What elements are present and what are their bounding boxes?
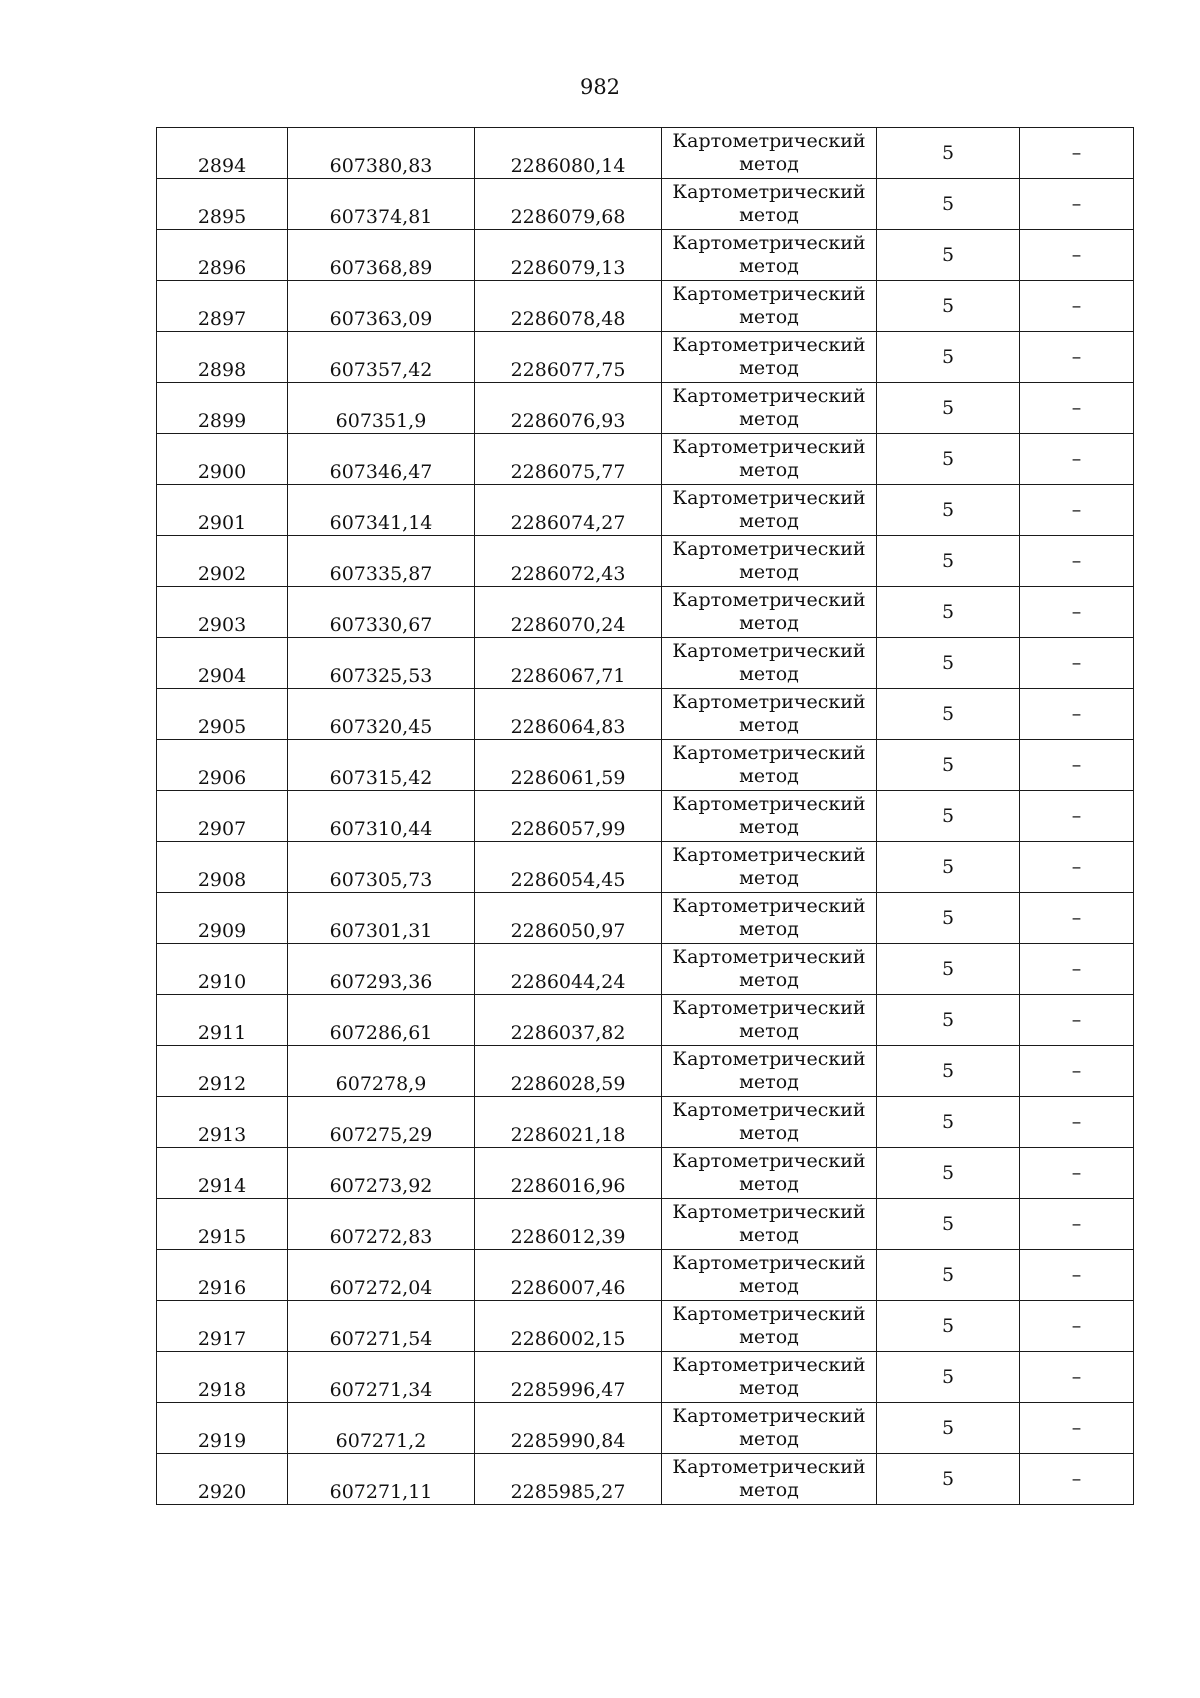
y-coordinate-cell: 2286079,68 bbox=[475, 179, 662, 230]
table-row bbox=[157, 689, 1134, 740]
y-coordinate-cell: 2286044,24 bbox=[475, 944, 662, 995]
table-row bbox=[157, 332, 1134, 383]
table-row bbox=[157, 740, 1134, 791]
point-number-cell: 2897 bbox=[157, 281, 288, 332]
point-number-cell: 2906 bbox=[157, 740, 288, 791]
method-cell bbox=[662, 944, 877, 995]
table-row bbox=[157, 893, 1134, 944]
method-line-1: Картометрический bbox=[672, 1354, 866, 1376]
method-line-2: метод bbox=[739, 969, 799, 991]
method-line-1: Картометрический bbox=[672, 742, 866, 764]
method-line-2: метод bbox=[739, 510, 799, 532]
note-cell: – bbox=[1020, 1097, 1134, 1148]
accuracy-cell: 5 bbox=[877, 1403, 1020, 1454]
y-coordinate-cell: 2285990,84 bbox=[475, 1403, 662, 1454]
y-coordinate-cell: 2286075,77 bbox=[475, 434, 662, 485]
point-number-cell: 2909 bbox=[157, 893, 288, 944]
point-number-cell: 2916 bbox=[157, 1250, 288, 1301]
method-cell bbox=[662, 1454, 877, 1505]
point-number-cell: 2919 bbox=[157, 1403, 288, 1454]
method-cell bbox=[662, 179, 877, 230]
point-number-cell: 2907 bbox=[157, 791, 288, 842]
accuracy-cell: 5 bbox=[877, 128, 1020, 179]
accuracy-cell: 5 bbox=[877, 893, 1020, 944]
method-cell bbox=[662, 332, 877, 383]
accuracy-cell: 5 bbox=[877, 689, 1020, 740]
y-coordinate-cell: 2286079,13 bbox=[475, 230, 662, 281]
note-cell: – bbox=[1020, 485, 1134, 536]
note-cell: – bbox=[1020, 128, 1134, 179]
point-number-cell: 2898 bbox=[157, 332, 288, 383]
accuracy-cell: 5 bbox=[877, 587, 1020, 638]
table-row bbox=[157, 485, 1134, 536]
x-coordinate-cell: 607286,61 bbox=[288, 995, 475, 1046]
method-line-1: Картометрический bbox=[672, 130, 866, 152]
method-line-2: метод bbox=[739, 1275, 799, 1297]
point-number-cell: 2899 bbox=[157, 383, 288, 434]
note-cell: – bbox=[1020, 842, 1134, 893]
point-number-cell: 2920 bbox=[157, 1454, 288, 1505]
y-coordinate-cell: 2286037,82 bbox=[475, 995, 662, 1046]
method-cell bbox=[662, 1403, 877, 1454]
method-line-2: метод bbox=[739, 612, 799, 634]
method-cell bbox=[662, 1148, 877, 1199]
table-row bbox=[157, 842, 1134, 893]
accuracy-cell: 5 bbox=[877, 383, 1020, 434]
x-coordinate-cell: 607341,14 bbox=[288, 485, 475, 536]
x-coordinate-cell: 607325,53 bbox=[288, 638, 475, 689]
method-line-2: метод bbox=[739, 1020, 799, 1042]
method-cell bbox=[662, 1301, 877, 1352]
y-coordinate-cell: 2286050,97 bbox=[475, 893, 662, 944]
method-line-1: Картометрический bbox=[672, 487, 866, 509]
accuracy-cell: 5 bbox=[877, 536, 1020, 587]
point-number-cell: 2910 bbox=[157, 944, 288, 995]
method-line-1: Картометрический bbox=[672, 997, 866, 1019]
y-coordinate-cell: 2286021,18 bbox=[475, 1097, 662, 1148]
x-coordinate-cell: 607380,83 bbox=[288, 128, 475, 179]
method-cell bbox=[662, 791, 877, 842]
y-coordinate-cell: 2286007,46 bbox=[475, 1250, 662, 1301]
coordinates-table-body bbox=[157, 128, 1134, 1505]
accuracy-cell: 5 bbox=[877, 740, 1020, 791]
x-coordinate-cell: 607335,87 bbox=[288, 536, 475, 587]
accuracy-cell: 5 bbox=[877, 1301, 1020, 1352]
table-row bbox=[157, 383, 1134, 434]
method-line-1: Картометрический bbox=[672, 538, 866, 560]
method-cell bbox=[662, 1352, 877, 1403]
x-coordinate-cell: 607305,73 bbox=[288, 842, 475, 893]
table-row bbox=[157, 281, 1134, 332]
method-line-1: Картометрический bbox=[672, 436, 866, 458]
y-coordinate-cell: 2286028,59 bbox=[475, 1046, 662, 1097]
x-coordinate-cell: 607272,83 bbox=[288, 1199, 475, 1250]
method-cell bbox=[662, 587, 877, 638]
note-cell: – bbox=[1020, 1454, 1134, 1505]
method-line-1: Картометрический bbox=[672, 793, 866, 815]
note-cell: – bbox=[1020, 383, 1134, 434]
table-row bbox=[157, 791, 1134, 842]
accuracy-cell: 5 bbox=[877, 485, 1020, 536]
accuracy-cell: 5 bbox=[877, 944, 1020, 995]
x-coordinate-cell: 607357,42 bbox=[288, 332, 475, 383]
method-line-1: Картометрический bbox=[672, 640, 866, 662]
y-coordinate-cell: 2286012,39 bbox=[475, 1199, 662, 1250]
x-coordinate-cell: 607330,67 bbox=[288, 587, 475, 638]
note-cell: – bbox=[1020, 281, 1134, 332]
point-number-cell: 2908 bbox=[157, 842, 288, 893]
method-cell bbox=[662, 893, 877, 944]
point-number-cell: 2904 bbox=[157, 638, 288, 689]
method-line-2: метод bbox=[739, 255, 799, 277]
note-cell: – bbox=[1020, 995, 1134, 1046]
method-line-2: метод bbox=[739, 1122, 799, 1144]
note-cell: – bbox=[1020, 332, 1134, 383]
table-row bbox=[157, 536, 1134, 587]
point-number-cell: 2895 bbox=[157, 179, 288, 230]
table-row bbox=[157, 230, 1134, 281]
table-row bbox=[157, 179, 1134, 230]
table-row bbox=[157, 1148, 1134, 1199]
method-cell bbox=[662, 638, 877, 689]
note-cell: – bbox=[1020, 1250, 1134, 1301]
coordinates-table bbox=[156, 127, 1134, 1505]
table-row bbox=[157, 1097, 1134, 1148]
point-number-cell: 2900 bbox=[157, 434, 288, 485]
table-row bbox=[157, 1046, 1134, 1097]
method-line-2: метод bbox=[739, 1224, 799, 1246]
accuracy-cell: 5 bbox=[877, 791, 1020, 842]
x-coordinate-cell: 607374,81 bbox=[288, 179, 475, 230]
note-cell: – bbox=[1020, 1403, 1134, 1454]
table-row bbox=[157, 434, 1134, 485]
method-cell bbox=[662, 1097, 877, 1148]
method-line-1: Картометрический bbox=[672, 181, 866, 203]
method-cell bbox=[662, 995, 877, 1046]
note-cell: – bbox=[1020, 944, 1134, 995]
y-coordinate-cell: 2286016,96 bbox=[475, 1148, 662, 1199]
point-number-cell: 2896 bbox=[157, 230, 288, 281]
x-coordinate-cell: 607368,89 bbox=[288, 230, 475, 281]
method-line-2: метод bbox=[739, 867, 799, 889]
note-cell: – bbox=[1020, 1301, 1134, 1352]
note-cell: – bbox=[1020, 1199, 1134, 1250]
x-coordinate-cell: 607301,31 bbox=[288, 893, 475, 944]
table-row bbox=[157, 587, 1134, 638]
method-line-1: Картометрический bbox=[672, 946, 866, 968]
y-coordinate-cell: 2286076,93 bbox=[475, 383, 662, 434]
x-coordinate-cell: 607275,29 bbox=[288, 1097, 475, 1148]
method-line-2: метод bbox=[739, 357, 799, 379]
point-number-cell: 2913 bbox=[157, 1097, 288, 1148]
method-line-1: Картометрический bbox=[672, 1048, 866, 1070]
method-line-1: Картометрический bbox=[672, 1456, 866, 1478]
point-number-cell: 2915 bbox=[157, 1199, 288, 1250]
method-cell bbox=[662, 842, 877, 893]
point-number-cell: 2917 bbox=[157, 1301, 288, 1352]
method-line-2: метод bbox=[739, 204, 799, 226]
x-coordinate-cell: 607363,09 bbox=[288, 281, 475, 332]
method-line-2: метод bbox=[739, 918, 799, 940]
table-row bbox=[157, 128, 1134, 179]
x-coordinate-cell: 607351,9 bbox=[288, 383, 475, 434]
y-coordinate-cell: 2286078,48 bbox=[475, 281, 662, 332]
accuracy-cell: 5 bbox=[877, 1199, 1020, 1250]
note-cell: – bbox=[1020, 434, 1134, 485]
x-coordinate-cell: 607273,92 bbox=[288, 1148, 475, 1199]
x-coordinate-cell: 607271,34 bbox=[288, 1352, 475, 1403]
accuracy-cell: 5 bbox=[877, 1097, 1020, 1148]
method-cell bbox=[662, 434, 877, 485]
method-line-1: Картометрический bbox=[672, 1252, 866, 1274]
point-number-cell: 2903 bbox=[157, 587, 288, 638]
point-number-cell: 2894 bbox=[157, 128, 288, 179]
x-coordinate-cell: 607346,47 bbox=[288, 434, 475, 485]
note-cell: – bbox=[1020, 587, 1134, 638]
method-line-1: Картометрический bbox=[672, 1405, 866, 1427]
accuracy-cell: 5 bbox=[877, 281, 1020, 332]
method-cell bbox=[662, 485, 877, 536]
table-row bbox=[157, 1403, 1134, 1454]
method-line-1: Картометрический bbox=[672, 895, 866, 917]
note-cell: – bbox=[1020, 791, 1134, 842]
x-coordinate-cell: 607272,04 bbox=[288, 1250, 475, 1301]
method-line-1: Картометрический bbox=[672, 691, 866, 713]
point-number-cell: 2905 bbox=[157, 689, 288, 740]
method-line-1: Картометрический bbox=[672, 232, 866, 254]
accuracy-cell: 5 bbox=[877, 179, 1020, 230]
method-cell bbox=[662, 689, 877, 740]
accuracy-cell: 5 bbox=[877, 1454, 1020, 1505]
point-number-cell: 2901 bbox=[157, 485, 288, 536]
method-line-1: Картометрический bbox=[672, 1099, 866, 1121]
method-cell bbox=[662, 1046, 877, 1097]
method-line-2: метод bbox=[739, 1479, 799, 1501]
y-coordinate-cell: 2286067,71 bbox=[475, 638, 662, 689]
note-cell: – bbox=[1020, 1148, 1134, 1199]
table-row bbox=[157, 995, 1134, 1046]
method-line-1: Картометрический bbox=[672, 1303, 866, 1325]
y-coordinate-cell: 2286070,24 bbox=[475, 587, 662, 638]
method-line-1: Картометрический bbox=[672, 1150, 866, 1172]
point-number-cell: 2918 bbox=[157, 1352, 288, 1403]
method-line-2: метод bbox=[739, 663, 799, 685]
accuracy-cell: 5 bbox=[877, 332, 1020, 383]
y-coordinate-cell: 2286072,43 bbox=[475, 536, 662, 587]
method-cell bbox=[662, 128, 877, 179]
method-line-2: метод bbox=[739, 816, 799, 838]
accuracy-cell: 5 bbox=[877, 1046, 1020, 1097]
accuracy-cell: 5 bbox=[877, 434, 1020, 485]
point-number-cell: 2902 bbox=[157, 536, 288, 587]
page-number: 982 bbox=[579, 75, 621, 99]
note-cell: – bbox=[1020, 179, 1134, 230]
y-coordinate-cell: 2286002,15 bbox=[475, 1301, 662, 1352]
x-coordinate-cell: 607271,54 bbox=[288, 1301, 475, 1352]
method-line-2: метод bbox=[739, 1326, 799, 1348]
y-coordinate-cell: 2286064,83 bbox=[475, 689, 662, 740]
accuracy-cell: 5 bbox=[877, 230, 1020, 281]
y-coordinate-cell: 2285985,27 bbox=[475, 1454, 662, 1505]
method-cell bbox=[662, 536, 877, 587]
note-cell: – bbox=[1020, 230, 1134, 281]
x-coordinate-cell: 607278,9 bbox=[288, 1046, 475, 1097]
method-cell bbox=[662, 383, 877, 434]
method-line-1: Картометрический bbox=[672, 589, 866, 611]
note-cell: – bbox=[1020, 1352, 1134, 1403]
table-row bbox=[157, 1250, 1134, 1301]
point-number-cell: 2911 bbox=[157, 995, 288, 1046]
note-cell: – bbox=[1020, 740, 1134, 791]
y-coordinate-cell: 2285996,47 bbox=[475, 1352, 662, 1403]
accuracy-cell: 5 bbox=[877, 1148, 1020, 1199]
method-line-2: метод bbox=[739, 306, 799, 328]
x-coordinate-cell: 607320,45 bbox=[288, 689, 475, 740]
note-cell: – bbox=[1020, 638, 1134, 689]
method-line-2: метод bbox=[739, 561, 799, 583]
method-line-1: Картометрический bbox=[672, 334, 866, 356]
x-coordinate-cell: 607315,42 bbox=[288, 740, 475, 791]
y-coordinate-cell: 2286057,99 bbox=[475, 791, 662, 842]
y-coordinate-cell: 2286077,75 bbox=[475, 332, 662, 383]
method-line-2: метод bbox=[739, 1428, 799, 1450]
point-number-cell: 2914 bbox=[157, 1148, 288, 1199]
method-cell bbox=[662, 230, 877, 281]
point-number-cell: 2912 bbox=[157, 1046, 288, 1097]
method-line-1: Картометрический bbox=[672, 283, 866, 305]
table-row bbox=[157, 638, 1134, 689]
method-cell bbox=[662, 1199, 877, 1250]
y-coordinate-cell: 2286080,14 bbox=[475, 128, 662, 179]
x-coordinate-cell: 607271,2 bbox=[288, 1403, 475, 1454]
method-line-2: метод bbox=[739, 153, 799, 175]
accuracy-cell: 5 bbox=[877, 638, 1020, 689]
y-coordinate-cell: 2286054,45 bbox=[475, 842, 662, 893]
method-line-1: Картометрический bbox=[672, 385, 866, 407]
note-cell: – bbox=[1020, 1046, 1134, 1097]
table-row bbox=[157, 944, 1134, 995]
table-row bbox=[157, 1454, 1134, 1505]
table-row bbox=[157, 1199, 1134, 1250]
accuracy-cell: 5 bbox=[877, 995, 1020, 1046]
note-cell: – bbox=[1020, 689, 1134, 740]
method-line-2: метод bbox=[739, 714, 799, 736]
x-coordinate-cell: 607310,44 bbox=[288, 791, 475, 842]
method-line-2: метод bbox=[739, 1173, 799, 1195]
method-line-2: метод bbox=[739, 1377, 799, 1399]
note-cell: – bbox=[1020, 893, 1134, 944]
y-coordinate-cell: 2286074,27 bbox=[475, 485, 662, 536]
note-cell: – bbox=[1020, 536, 1134, 587]
method-line-1: Картометрический bbox=[672, 844, 866, 866]
method-cell bbox=[662, 281, 877, 332]
method-line-2: метод bbox=[739, 765, 799, 787]
y-coordinate-cell: 2286061,59 bbox=[475, 740, 662, 791]
table-row bbox=[157, 1301, 1134, 1352]
accuracy-cell: 5 bbox=[877, 842, 1020, 893]
table-row bbox=[157, 1352, 1134, 1403]
method-line-1: Картометрический bbox=[672, 1201, 866, 1223]
method-line-2: метод bbox=[739, 408, 799, 430]
method-cell bbox=[662, 1250, 877, 1301]
x-coordinate-cell: 607271,11 bbox=[288, 1454, 475, 1505]
accuracy-cell: 5 bbox=[877, 1250, 1020, 1301]
method-line-2: метод bbox=[739, 459, 799, 481]
method-line-2: метод bbox=[739, 1071, 799, 1093]
method-cell bbox=[662, 740, 877, 791]
accuracy-cell: 5 bbox=[877, 1352, 1020, 1403]
x-coordinate-cell: 607293,36 bbox=[288, 944, 475, 995]
